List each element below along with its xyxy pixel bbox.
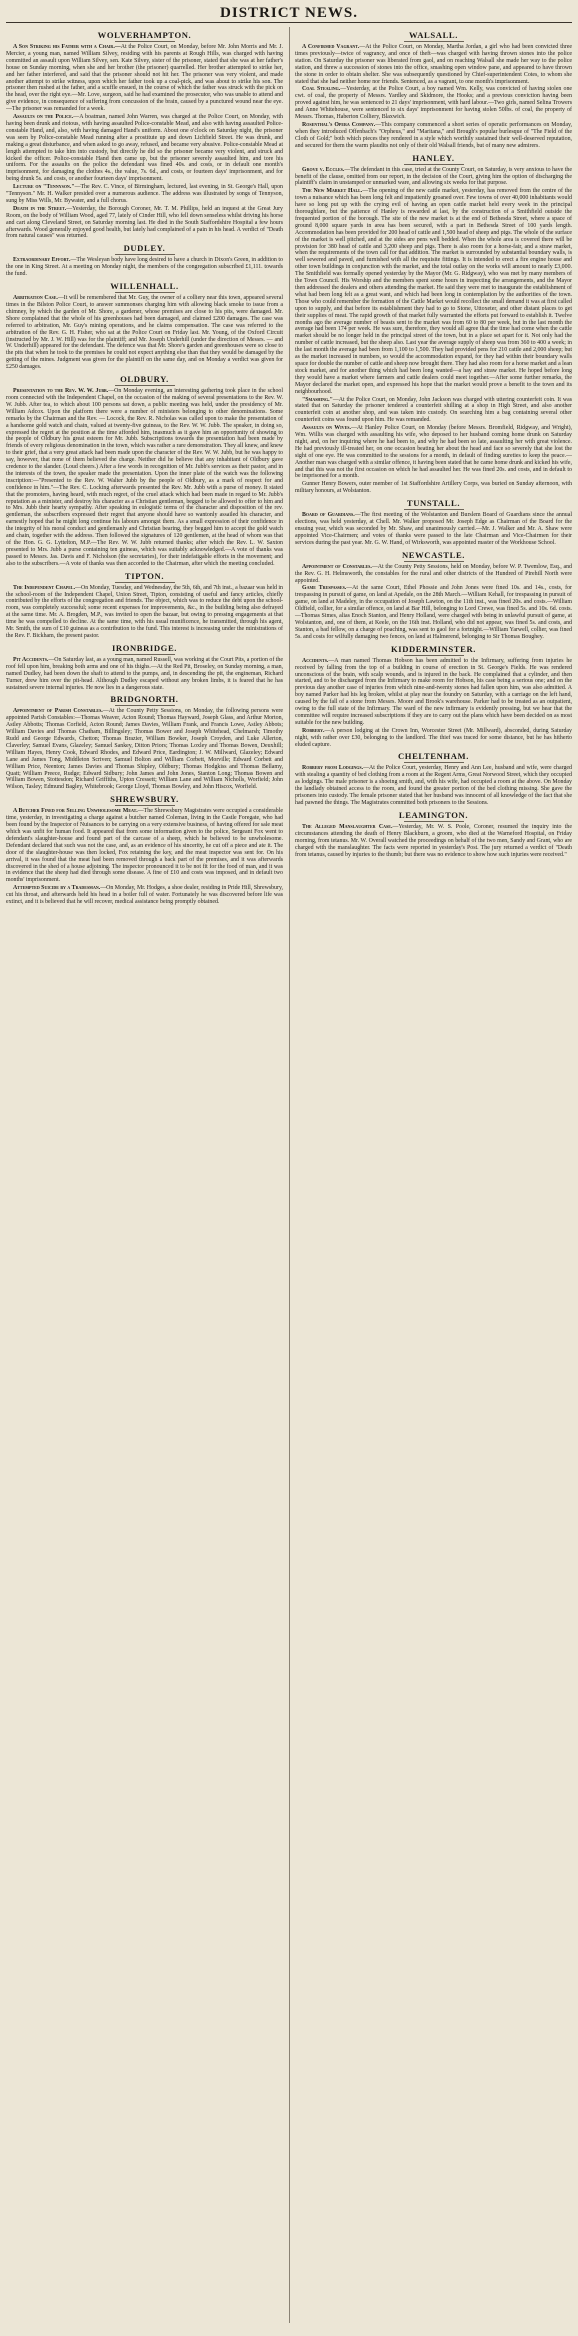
item-headline: Appointment of Parish Constables. bbox=[13, 708, 103, 715]
newspaper-page bbox=[6, 4, 572, 2328]
news-item bbox=[295, 397, 572, 425]
news-item bbox=[6, 808, 283, 884]
item-headline: Appointment of Constables. bbox=[302, 563, 372, 570]
news-column-2 bbox=[289, 27, 572, 2323]
item-headline: Assaults on the Police. bbox=[13, 114, 74, 121]
news-item bbox=[295, 481, 572, 495]
item-body: —The Rev. C. Vince, of Birmingham, lectured, last evening, in St. George's Hall, upon "Tennyson." Mr. H. Walker presided over a numerous audience. The address was illustrated by songs of Tennyson, sung by Miss Wills, Mr. Bywater, and a full chorus. bbox=[6, 184, 283, 204]
item-body: Gunner Henry Bowers, outer member of 1st Staffordshire Artillery Corps, was buried on Sunday afternoon, with military honours, at Wolstanton. bbox=[295, 481, 572, 495]
heading-rule bbox=[115, 41, 175, 42]
section-heading: WILLENHALL. bbox=[110, 281, 179, 292]
news-item bbox=[295, 44, 572, 85]
section-heading: WOLVERHAMPTON. bbox=[97, 30, 192, 40]
section-heading: CHELTENHAM. bbox=[398, 751, 469, 762]
section-heading: BRIDGNORTH. bbox=[110, 694, 179, 705]
news-item bbox=[6, 295, 283, 371]
item-body: —This company commenced a short series of operatic performances on Monday, when they introduced Offenbach's "Orpheus," and "Maritana," and Brough's popular burlesque of "The Field of the Cloth of Gold;" both which pieces they rendered in a style which worthily sustained their well-deserved reputation, and secured for them the warm plaudits not only of their old Walsall friends, but of many new admirers. bbox=[295, 121, 572, 149]
item-headline: Rosenthal's Opera Company. bbox=[302, 121, 376, 128]
item-body: —On Monday evening, an interesting gathering took place in the school room connected with the Independent Chapel, on the occasion of the making of several presentations to the Rev. W. W. Jubb. After tea, to which about 100 persons sat down, a public meeting was held, under the presidency of Mr. William Adcox. Upon the platform there were a number of ministers belonging to other denominations. Some remarks by the Chairman and the Rev. — Locock, the Rev. R. Nicholas was called upon to make the presentation of a handsome gold watch and chain, valued at twenty-five guineas, to the Rev. W. W. Jubb. The speaker, in doing so, expressed the regret at the position at the time afforded him, inasmuch as it gave him an opportunity of showing to the people of Oldbury his great esteem for Mr. Jubb. Subscriptions towards the presentation had been made by friends of every religious denomination in the town, which was rather a rare demonstration. They all knew, and knew to their grief, that a very great attack had been made upon the character of the Rev. W. W. Jubb, but he was happy to say, however, that none of them believed the charge. Neither did he believe that any inhabitant of Oldbury gave credence to the slander. (Loud cheers.) After a few words in recognition of Mr. Jubb's services as their pastor, and in the interests of the town, the speaker made the presentation. Upon the inner plate of the watch was the following inscription:—"Presented to the Rev. W. Walter Jubb by the people of Oldbury, as a mark of respect for and confidence in him."—The Rev. C. Locking afterwards presented the Rev. Mr. Jubb with a purse of money. It stated that the promoters, having heard, with much regret, of the cruel attack which had been made in regard to Mr. Jubb's reputation as a minister, and destroy his character as a Christian gentleman, begged to be allowed to offer to him and to Mrs. Jubb their hearty sympathy. After speaking in eulogistic terms of the character and disposition of the rev. gentleman, the subscribers expressed their regret that anyone should have so wantonly assailed his character, and earnestly hoped that he might long continue his labours amongst them. As a small expression of their confidence in the integrity of his moral conduct and gentlemanly and Christian bearing, they begged him to accept the gold watch and chain, together with the address. Then followed the signatures of 120 gentlemen, at the head of whom was that of the Hon. G. G. Lyttelton, M.P.—The Rev. W. W. Jubb returned thanks; after which the Rev. L. W. Saxton presented to Mrs. Jubb a purse containing ten guineas, which was suitably acknowledged.—A vote of thanks was passed to Messrs. Jas. Davis and F. Nicholson (the secretaries), for their indefatigable efforts in the movement; and also to the subscribers.—A vote of thanks was then accorded to the Chairman, after which the meeting concluded. bbox=[6, 388, 283, 567]
item-headline: "Smashing." bbox=[302, 396, 333, 403]
news-item bbox=[6, 885, 283, 906]
item-body: —At the County Petty Sessions, on Monday, the following persons were appointed Parish Constables:—Thomas Weaver, Acton Round; Thomas Hayward, Joseph Glass, and Arthur Morton, Astley Abbotts; Thomas Corfield, Acton Round; James Davies, William Frank, and Francis Lowe, Astley Abbots; William Davies and Thomas Chatham, Billingsley; Thomas Bower and Joseph Whitehead, Chelmarsh; Timothy Rudd and George Edwards, Chetton; Thomas Brazier, William Bowker, Joseph Croyden, and Luke Allerton, Claverley; Samuel Evans, Glazeley; Samuel Sankey, Ditton Priors; Thomas Loxley and Thomas Bowen, Deuxhill; William Hayes, Henry Cook, Edward Rhodes, and Edward Price, Eardington; J. W. Millward, Glazeley; Edward Lane and James Tong, Middleton Scriven; Samuel Bolton and William Corbett, Morville; Edward Corbett and William Price, Neenton; James Davies and Thomas Shipley, Oldbury; Thomas Hodgkiss and Thomas Bellamy, Quatt; William Preece, Rudge; Edward Sidbury; John James and John Jones, Stanton Long; Thomas Bowen and William Bowen, Stottesdon; Richard Griffiths, Upton Cressett; William Lane and William Nicholls, Worfield; John Wilson, Tasley; Edmund Bagley, Whitebrook; George Lloyd, Thomas Bowley, and John Hiscox, Worfield. bbox=[6, 708, 283, 791]
item-body: —At the County Petty Sessions, held on Monday, before W. P. Twemlow, Esq., and the Rev. G. H. Helmsworth, the constables for the rural and other districts of the Hundred of Pirehill North were appointed. bbox=[295, 563, 572, 584]
news-item bbox=[295, 188, 572, 395]
masthead-title: DISTRICT NEWS. bbox=[6, 4, 572, 23]
item-headline: Robbery from Lodgings. bbox=[302, 765, 364, 772]
item-body: —It will be remembered that Mr. Guy, the owner of a colliery near this town, appeared several times in the Bilston Police Court, to answer summonses charging him with allowing black smoke to issue from a chimney, by which the garden of Mr. Shore, a gardener, whose premises are close to his pits, were damaged. Mr. Shore complained that the whole of his greenhouses had been damaged, and claimed £200 damages. The case was referred to arbitration, Mr. Guy's mining operations, and he claims compensation. The case was referred to the arbitration of the Rev. G. H. Fisher, who sat at the Police Court on Friday last. Mr. Young, of the Oxford Circuit (instructed by Mr. J. W. Hill) was for the plaintiff; and Mr. Joseph Underhill (under the direction of Messrs. — and W. Underhill) appeared for the defendant. The defence was that Mr. Shore's garden and greenhouses were so close to the pits that when he took to the premises he could not expect anything else than that they would be damaged by the getting of the mines. Judgment was given for the plaintiff on the same day, and on Monday a verdict was given for £250 damages. bbox=[6, 295, 283, 371]
heading-rule bbox=[115, 254, 175, 255]
item-headline: Board of Guardians. bbox=[302, 512, 355, 519]
item-headline: Arbitration Case. bbox=[13, 295, 58, 302]
heading-rule bbox=[115, 705, 175, 706]
item-body: —Yesterday, at the Police Court, a boy named Wm. Kelly, was convicted of having stolen one cwt. of coal, the property of Messrs. Yardley and Skidmore, the Hooks; and a previous conviction having been proved against him, he was sentenced to 21 days' imprisonment, with hard labour.—Two girls, named Selina Trowers and Anne Whitehouse, were sentenced to six days' imprisonment for having stolen 50lbs. of coal, the property of Messrs. Thomas, Haberton Colliery, Blaxwich. bbox=[295, 86, 572, 121]
section-heading: TIPTON. bbox=[124, 570, 165, 581]
news-item bbox=[6, 206, 283, 241]
heading-rule bbox=[115, 385, 175, 386]
news-item bbox=[6, 388, 283, 568]
heading-rule bbox=[404, 655, 464, 656]
item-body: —The first meeting of the Wolstanton and Burslem Board of Guardians since the annual elections, was held yesterday, at Chell. Mr. Walker proposed Mr. Joseph Edge as Chairman of the Board for the ensuing year, which was seconded by Mr. Shaw, and unanimously carried.—Mr. J. Walker and Mr. A. Shaw were appointed Vice-Chairmen; and votes of thanks were passed to the late Chairman and Vice-Chairmen for their services during the past year. Mr. G. W. Hand, of Wirksworth, was appointed master of the Workhouse School. bbox=[295, 512, 572, 546]
columns-container bbox=[6, 27, 572, 2323]
section-heading: IRONBRIDGE. bbox=[111, 642, 178, 653]
news-item bbox=[295, 585, 572, 640]
heading-rule bbox=[115, 292, 175, 293]
item-headline: Pit Accidents. bbox=[13, 656, 49, 663]
section-heading: TUNSTALL. bbox=[406, 498, 461, 509]
item-body: —On Saturday last, as a young man, named Russell, was working at the Court Pits, a portion of the roof fell upon him, breaking both arms and one of his thighs.—At the Red Pit, Broseley, on Sunday morning, a man, named Dudley, had been down the shaft to attend to the pumps, and, in descending the pit, the engineman, Richard Turner, drew him over the pit-head. Although Dudley escaped without any broken limbs, it is feared that he has sustained severe internal injuries. He now lies in a dangerous state. bbox=[6, 656, 283, 691]
news-item bbox=[6, 257, 283, 278]
item-body: —At the same Court, Ethel Phossie and John Jones were fined 10s. and 14s., costs, for trespassing in pursuit of game, on land at Apedale, on the 28th March.—William Kehall, for trespassing in pursuit of game, on land at Madeley, in the occupation of Joseph Lawton, on the 11th inst., was fined 20s. and costs.—William Oldfield, collier, for a similar offence, on land at Bar Hill, belonging to Lord Crewe, was fined 5s. and 10s. 6d. costs.—Thomas Simes, alias Enoch Stanton, and Henry Holland, were charged with being in unlawful pursuit of game, at Wolstanton, and, one of them, at Keele, on the 16th inst. Holland, who did not appear, was fined 5s. and costs, and Stanton, a bad fellow, on a charge of poaching, was sent to gaol for a fortnight.—William Yarwell, collier, was fined 5s. and costs for wilfully damaging two fences, on land at Halmerend, belonging to Sir Thomas Boughey. bbox=[295, 585, 572, 640]
item-body: —Yesterday, the Borough Coroner, Mr. T. M. Phillips, held an inquest at the Great Jury Room, on the body of William Wood, aged 77, lately of Cinder Hill, who fell down senseless whilst driving his horse and cart along Cleveland Street, on Saturday morning last. He died in the South Staffordshire Hospital a few hours afterwards. Wood generally enjoyed good health, but lately had complained of a pain in his head. A verdict of "Death from natural causes" was returned. bbox=[6, 205, 283, 240]
item-body: At the Police Court, on Monday, before Mr. John Morris and Mr. J. Mercier, a young man, named William Silvey, residing with his parents at Rough Hills, was charged with having committed an assault upon William Silvey, sen. Kate Silvey, sister of the prisoner, stated that she was at her father's house on Sunday morning, when she and her brother (the prisoner) quarrelled. Her brother attempted to strike her, and her father interfered, and said that the prisoner should not hit her. The prisoner was very violent, and made another attempt to strike witness, upon which her father took up a coal-pick, and was about to strike his son. The prisoner then rushed at the father, and a scuffle ensued, in the course of which the father was struck with the pick on the head, over the right eye.—Mr. Love, surgeon, said he had examined the prosecutor, who was unable to attend and give evidence, in consequence of suffering from concussion of the brain, caused by a punctured wound near the eye.—The prisoner was remanded for a week. bbox=[6, 44, 283, 113]
item-headline: Assaults on Wives. bbox=[302, 425, 351, 432]
heading-rule bbox=[115, 582, 175, 583]
section-heading: OLDBURY. bbox=[120, 374, 169, 385]
news-item bbox=[295, 728, 572, 749]
news-item bbox=[6, 585, 283, 640]
item-headline: Robbery. bbox=[302, 727, 325, 734]
section-heading: DUDLEY. bbox=[123, 243, 166, 254]
news-item bbox=[6, 657, 283, 692]
news-item bbox=[6, 184, 283, 205]
item-body: —On Monday, Tuesday, and Wednesday, the 5th, 6th, and 7th inst., a bazaar was held in the school-room of the Independent Chapel, Union Street, Tipton, consisting of useful and fancy articles, chiefly contributed by the efforts of the congregation and friends. The object, which was to reduce the debt upon the school-room, was completely successful; some recent expenses for improvements, &c., in the building being also defrayed at the same time. Mr. A. Brogden, M.P., was invited to open the bazaar, but owing to pressing engagements at that time he was compelled to decline. At the same time, with his usual munificence, he transmitted, through his agent, Mr. Smith, the sum of £10 guineas as a contribution to the fund. This interest is increasing under the ministrations of the Rev. F. Bickham, the present pastor. bbox=[6, 584, 283, 639]
item-headline: Coal Stealing. bbox=[302, 86, 341, 93]
item-headline: A Son Striking his Father with a Chair.— bbox=[13, 44, 121, 50]
item-body: —At the Police Court, on Monday, Martha Jordan, a girl who had been convicted three times previously—twice of vagrancy, and once of theft—was charged with having thrown stones into the police station. On Saturday the prisoner was liberated from gaol, and on reaching Walsall she made her way to the police station, and threw a succession of stones into the office, smashing open window pane, and appeared to have thrown the stone in order to obtain shelter. She was subsequently questioned by Chief-superintendent Cotes, to whom she stated that she had neither home nor friends. Sentenced, as a vagrant, to one month's imprisonment. bbox=[295, 44, 572, 85]
heading-rule bbox=[404, 41, 464, 42]
news-column-1 bbox=[6, 27, 283, 2323]
item-headline: The Independent Chapel. bbox=[13, 584, 76, 591]
item-body: —The defendant in this case, tried at the County Court, on Saturday, is very anxious to have the benefit of the clause, omitted from our report, in the decision of the Court, giving him the option of discharging the plaintiff's claim in unstamped or unmarked ware, and allowing six weeks for that purpose. bbox=[295, 166, 572, 187]
news-item bbox=[295, 425, 572, 480]
heading-rule bbox=[404, 821, 464, 822]
item-headline: Accidents. bbox=[302, 657, 329, 664]
heading-rule bbox=[404, 561, 464, 562]
item-body: —A boatman, named John Warren, was charged at the Police Court, on Monday, with having been drunk and riotous, with having assaulted Police-constable Mead, and also with having assaulted Police-constable Hand, and, also, with having damaged Hand's uniform. About one o'clock on Saturday night, the prisoner was seen by Police-constable Mead running after a prostitute up and down Lichfield Street. He was drunk, and making a great disturbance, and when asked to go away, refused, and became very abusive. Police-constable Mead at length attempted to take him into custody, but directly he did so the prisoner became very violent, and struck and kicked the officer. Police-constable Hand then came up, but the prisoner severely assaulted him, and tore his uniform. For the assaults on the police the defendant was fined 40s. and costs, or in default one month's imprisonment, for damaging the clothes 4s., the value, 7s. 6d., and costs, or fourteen days' imprisonment, and for being drunk 5s. and costs, or another fourteen days' imprisonment. bbox=[6, 114, 283, 183]
heading-rule bbox=[404, 164, 464, 165]
item-headline: A Butcher Fined for Selling Unwholesome Meat. bbox=[13, 808, 138, 815]
news-item bbox=[6, 114, 283, 183]
section-heading: WALSALL. bbox=[409, 30, 458, 40]
item-body: —At the Police Court, yesterday, Henry and Ann Lee, husband and wife, were charged with stealing a quantity of bed clothing from a room at the Regent Arms, Great Norwood Street, which they occupied as lodgings. The male prisoner is a shoeing smith, and, with his wife, had occupied a room at the above. On Monday the landlady obtained access to the room, and found the greater portion of the bed clothing missing. She gave the prisoners into custody. The female prisoner stated that her husband was innocent of all knowledge of the fact that she had pawned the things. The Magistrates committed both prisoners to the Sessions. bbox=[295, 765, 572, 806]
news-item bbox=[6, 44, 283, 113]
heading-rule bbox=[115, 654, 175, 655]
section-heading: HANLEY. bbox=[412, 152, 455, 163]
item-headline: Lecture on "Tennyson." bbox=[13, 184, 75, 191]
item-headline: The New Market Hall. bbox=[302, 188, 363, 195]
item-body: —A person lodging at the Crown Inn, Worcester Street (Mr. Millward), absconded, during Saturday night, with rather over £30, belonging to the landlord. The thief was traced for some distance, but he has hitherto eluded capture. bbox=[295, 727, 572, 748]
item-body: —Yesterday, Mr. W. S. Poole, Coroner, resumed the inquiry into the circumstances attending the death of Henry Blackburn, a groom, who died at the Warneford Hospital, on Friday morning, from tetanus. Mr. W. Overall watched the proceedings on behalf of the two men, Sandy and Grant, who are charged with the manslaughter. The facts were reported in yesterday's Post. The jury returned a verdict of "Death from tetanus, caused by injuries to the thumb; but there was no evidence to show how such injuries were received." bbox=[295, 823, 572, 858]
news-item bbox=[295, 86, 572, 121]
news-item bbox=[295, 167, 572, 188]
item-headline: Death in the Street. bbox=[13, 205, 67, 212]
item-headline: Grove v. Eccles. bbox=[302, 166, 345, 173]
item-body: —At Hanley Police Court, on Monday (before Messrs. Bromfield, Ridgway, and Wright), Wm. Willis was charged with assaulting his wife, who deposed to her husband coming home drunk on Saturday night, and, on her inquiring where he had been to, and why he had been so late, assaulting her with great violence. He had previously ill-treated her, on one occasion beating her about the head and face so severely that she lost the sight of one eye. He was committed to the sessions for a month, in default of finding sureties to keep the peace.—Another man was charged with a similar offence, it having been stated that he came home drunk and kicked his wife, and that this was not the first occasion on which he had assaulted her. He was fined 20s. and costs, and in default to be imprisoned for a month. bbox=[295, 425, 572, 480]
news-item bbox=[295, 658, 572, 727]
item-headline: Extraordinary Effort. bbox=[13, 257, 71, 264]
item-body: —A man named Thomas Hobson has been admitted to the Infirmary, suffering from injuries he received by falling from the top of a building in course of erection in St. George's Fields. He was rendered unconscious of the brain, with scalp wounds, and is injured in the back. He complained that a cylinder, and then started, and to be discharged from the Infirmary to make room for Hobson, his case being a serious one; and on the previous day another case of injuries from which nine-and-twenty stones had fallen upon him, was also admitted. A boy named Parker had his leg broken, whilst at play near the foundry on Saturday, with a carriage on the left hand, caused by the fall of a stone from Messrs. Moore and Brook's warehouse. Parker had to be treated as an outpatient, owing to the full state of the Infirmary. The ward of the new infirmary is evidently pressing, but we hear that the committee will require increased subscriptions if they are to carry out the plans which have been decided on as most suitable for the new building. bbox=[295, 657, 572, 726]
item-body: —On Monday, Mr. Hodges, a shoe dealer, residing in Pride Hill, Shrewsbury, cut his throat, and afterwards held his head in a boiler full of water. Fortunately he was discovered before life was extinct, and it is believed that he will recover, medical assistance being promptly obtained. bbox=[6, 885, 283, 906]
news-item bbox=[295, 824, 572, 859]
item-headline: Attempted Suicide by a Tradesman. bbox=[13, 885, 101, 892]
section-heading: SHREWSBURY. bbox=[110, 794, 179, 805]
news-item bbox=[295, 564, 572, 585]
heading-rule bbox=[404, 509, 464, 510]
item-headline: The Alleged Manslaughter Case. bbox=[302, 823, 393, 830]
news-item bbox=[295, 765, 572, 806]
section-heading: LEAMINGTON. bbox=[398, 809, 469, 820]
section-heading: NEWCASTLE. bbox=[401, 549, 466, 560]
section-heading: KIDDERMINSTER. bbox=[390, 643, 477, 654]
item-body: —At the Police Court, on Monday, John Jackson was charged with uttering counterfeit coin. It was stated that on Saturday the prisoner tendered a counterfeit shilling at a shop in High Street, and also another counterfeit coin at another shop, and was taken into custody. On searching him a bag containing several other counterfeit coins was found upon him. He was remanded. bbox=[295, 396, 572, 424]
item-body: —The Shrewsbury Magistrates were occupied a considerable time, yesterday, in investigating a charge against a butcher named Coleman, living in the Castle Foregate, who had been found by the Inspector of Nuisances to be carrying on a very extensive business, of having offered for sale meat which was unfit for human food. It appeared that from some information given to the police, Sergeant Fox went to defendant's slaughter-house and found part of the carcase of a sheep, which he believed to be unwholesome. Defendant declared that such was not the case, and, as an evidence of his sincerity, he cut off a piece and ate it. The door of the slaughter-house was then locked, Fox retaining the key, and the meat inspector was sent for. On his arrival, it was found that the meat had been removed through a back part of the premises, and it was afterwards discovered in the shed of a house adjoining. The inspector pronounced it to be not fit for the food of man, and it was in evidence that the sheep had died through some disease. A fine of £10 and costs was imposed, and in default two months' imprisonment. bbox=[6, 808, 283, 884]
item-headline: A Confirmed Vagrant. bbox=[302, 44, 360, 50]
news-item bbox=[295, 512, 572, 547]
heading-rule bbox=[115, 805, 175, 806]
item-body: —The Wesleyan body have long desired to have a church in Dixon's Green, in addition to the one in King Street. At a meeting on Monday night, the members of the congregation subscribed £1,111. towards the fund. bbox=[6, 257, 283, 278]
news-item bbox=[6, 708, 283, 791]
item-headline: Presentation to the Rev. W. W. Jubb. bbox=[13, 388, 109, 395]
item-body: —The opening of the new cattle market, yesterday, has removed from the centre of the town a nuisance which has been long felt and impatiently groaned over. Few towns of over 40,000 inhabitants would have so long put up with the crying evil of having an open cattle market held every week in the principal thoroughfare, but the patience of Hanley is rewarded at last, by the construction of a Smithfield outside the frequented portion of the borough. The site of the new market is at the end of Bethesda Street, where a space of ground 8,000 square yards in area has been secured, with a part in Bethesda Street of 100 yards length. Accommodation has been provided for 200 head of cattle and 1,500 head of sheep and pigs. The whole of the surface of the market is well pitched, and at the sides are pens well bedded. When the whole area is covered there will be provision for 380 head of cattle and 3,200 sheep and pigs. There is also room for a horse-fair, and a straw market, when the requirements of the town call for that addition. The market is surrounded by substantial boundary walls, is well sewered and paved, and furnished with all the requisite fittings. It is intended to erect a fire engine house and other town buildings in conjunction with the market, and the total outlay on the works will amount to nearly £3,000. The Smithfield was formally opened yesterday by the Mayor (Mr. G. Ridgway), who was met by many members of the Town Council. His Worship and the members spent some hours in inspecting the arrangements, and the Mayor then addressed the dealers and others attending the market. He said they were met to inaugurate the establishment of what had been long felt as a great want, and which had been long in contemplation by the authorities of the town. Those who could remember the formation of the Cattle Market would recollect the small demand it was at first called upon to supply, and that before its establishment they had to go to Stone, Uttoxeter, and other distant places to get their supplies of meat. The rapid growth of that market fully warranted the efforts put forward to establish it. Twelve months ago the average number of beasts sent to the market was from 60 to 80 per week, but in the last month the average had been 174 per week. He was sure, therefore, they would all agree that the time had come when the cattle market should be no longer held in the principal street of the town, but in a place set apart for it. Not only had the number of cattle increased, but the sheep also. Last year the average supply of sheep was from 360 to 400 a week; in the last month the average had been from 1,100 to 1,500. They had provided pens for 210 cattle and 2,000 sheep; but as the market increased in numbers, so would the accommodation expand, for they had within their boundary walls space for double the number of cattle and sheep now brought there. They had also room for a horse market and a lean stock market, and for another thing which had been long wanted—a hay and straw market. He hoped before long they would have a market where farmers and cattle dealers could meet together.—After some further remarks, the Mayor declared the market open, and expressed his hope that the market would prove a benefit to the town and its neighbourhood. bbox=[295, 188, 572, 395]
heading-rule bbox=[404, 762, 464, 763]
item-headline: Game Trespasses. bbox=[302, 585, 347, 592]
news-item bbox=[295, 122, 572, 150]
